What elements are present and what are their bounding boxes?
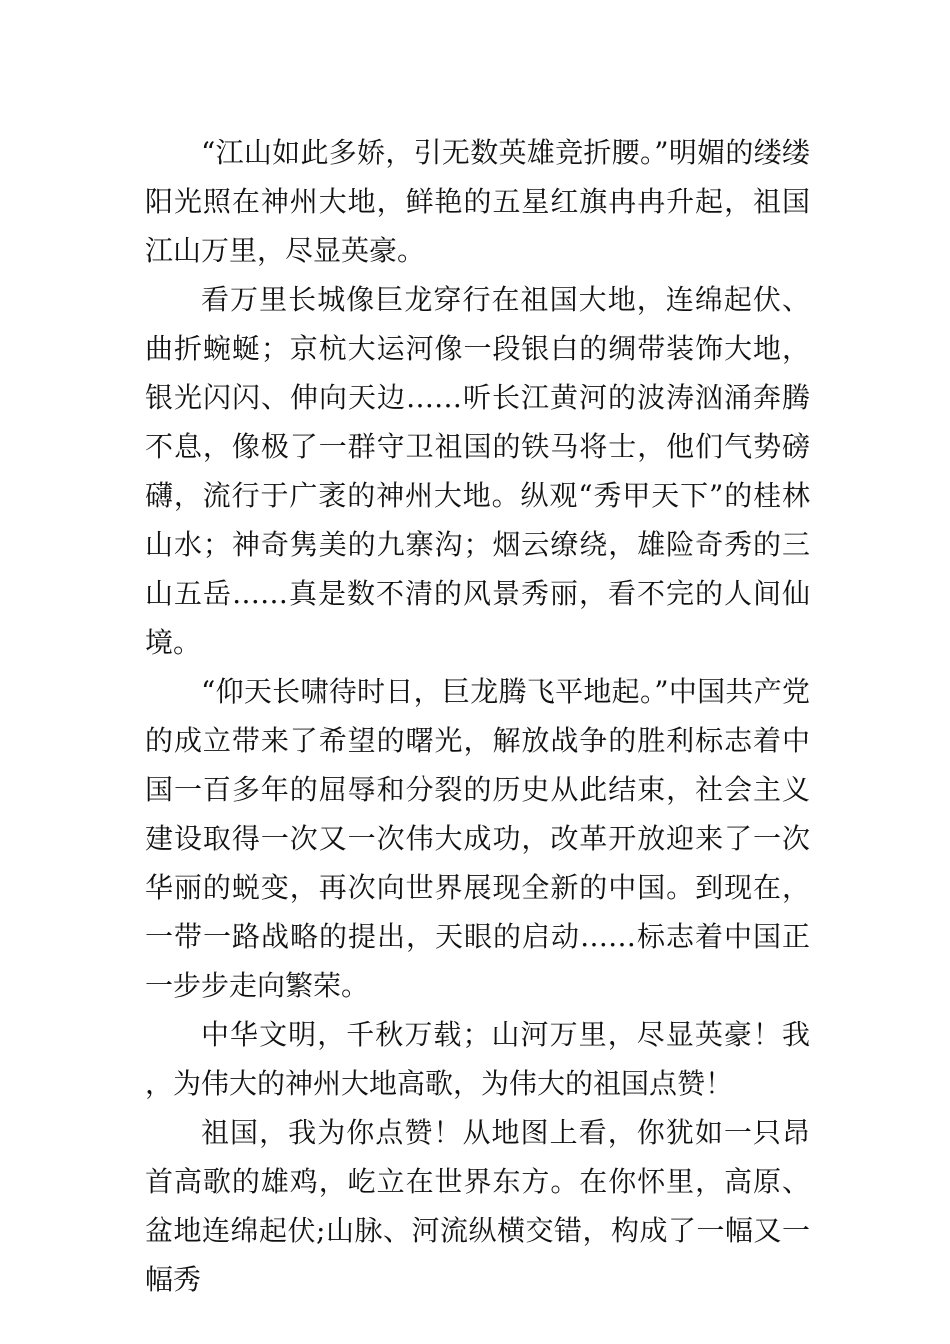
paragraph-4: 中华文明，千秋万载；山河万里，尽显英豪！我，为伟大的神州大地高歌，为伟大的祖国点赞！ xyxy=(145,1018,810,1100)
document-body xyxy=(145,128,810,1304)
paragraph-2: 看万里长城像巨龙穿行在祖国大地，连绵起伏、曲折蜿蜒；京杭大运河像一段银白的绸带装饰大地，银光闪闪、伸向天边……听长江黄河的波涛汹涌奔腾不息，像极了一群守卫祖国的铁马将士，他们气势磅礴，流行于广袤的神州大地。纵观“秀甲天下”的桂林山水；神奇隽美的九寨沟；烟云缭绕，雄险奇秀的三山五岳……真是数不清的风景秀丽，看不完的人间仙境。 xyxy=(145,283,810,659)
paragraph-1: “江山如此多娇，引无数英雄竞折腰。”明媚的缕缕阳光照在神州大地，鲜艳的五星红旗冉冉升起，祖国江山万里，尽显英豪。 xyxy=(145,136,810,267)
paragraph-5: 祖国，我为你点赞！从地图上看，你犹如一只昂首高歌的雄鸡，屹立在世界东方。在你怀里，高原、盆地连绵起伏;山脉、河流纵横交错，构成了一幅又一幅秀 xyxy=(145,1116,810,1296)
paragraph-3: “仰天长啸待时日，巨龙腾飞平地起。”中国共产党的成立带来了希望的曙光，解放战争的胜利标志着中国一百多年的屈辱和分裂的历史从此结束，社会主义建设取得一次又一次伟大成功，改革开放迎来了一次华丽的蜕变，再次向世界展现全新的中国。到现在，一带一路战略的提出，天眼的启动……标志着中国正一步步走向繁荣。 xyxy=(145,675,810,1002)
